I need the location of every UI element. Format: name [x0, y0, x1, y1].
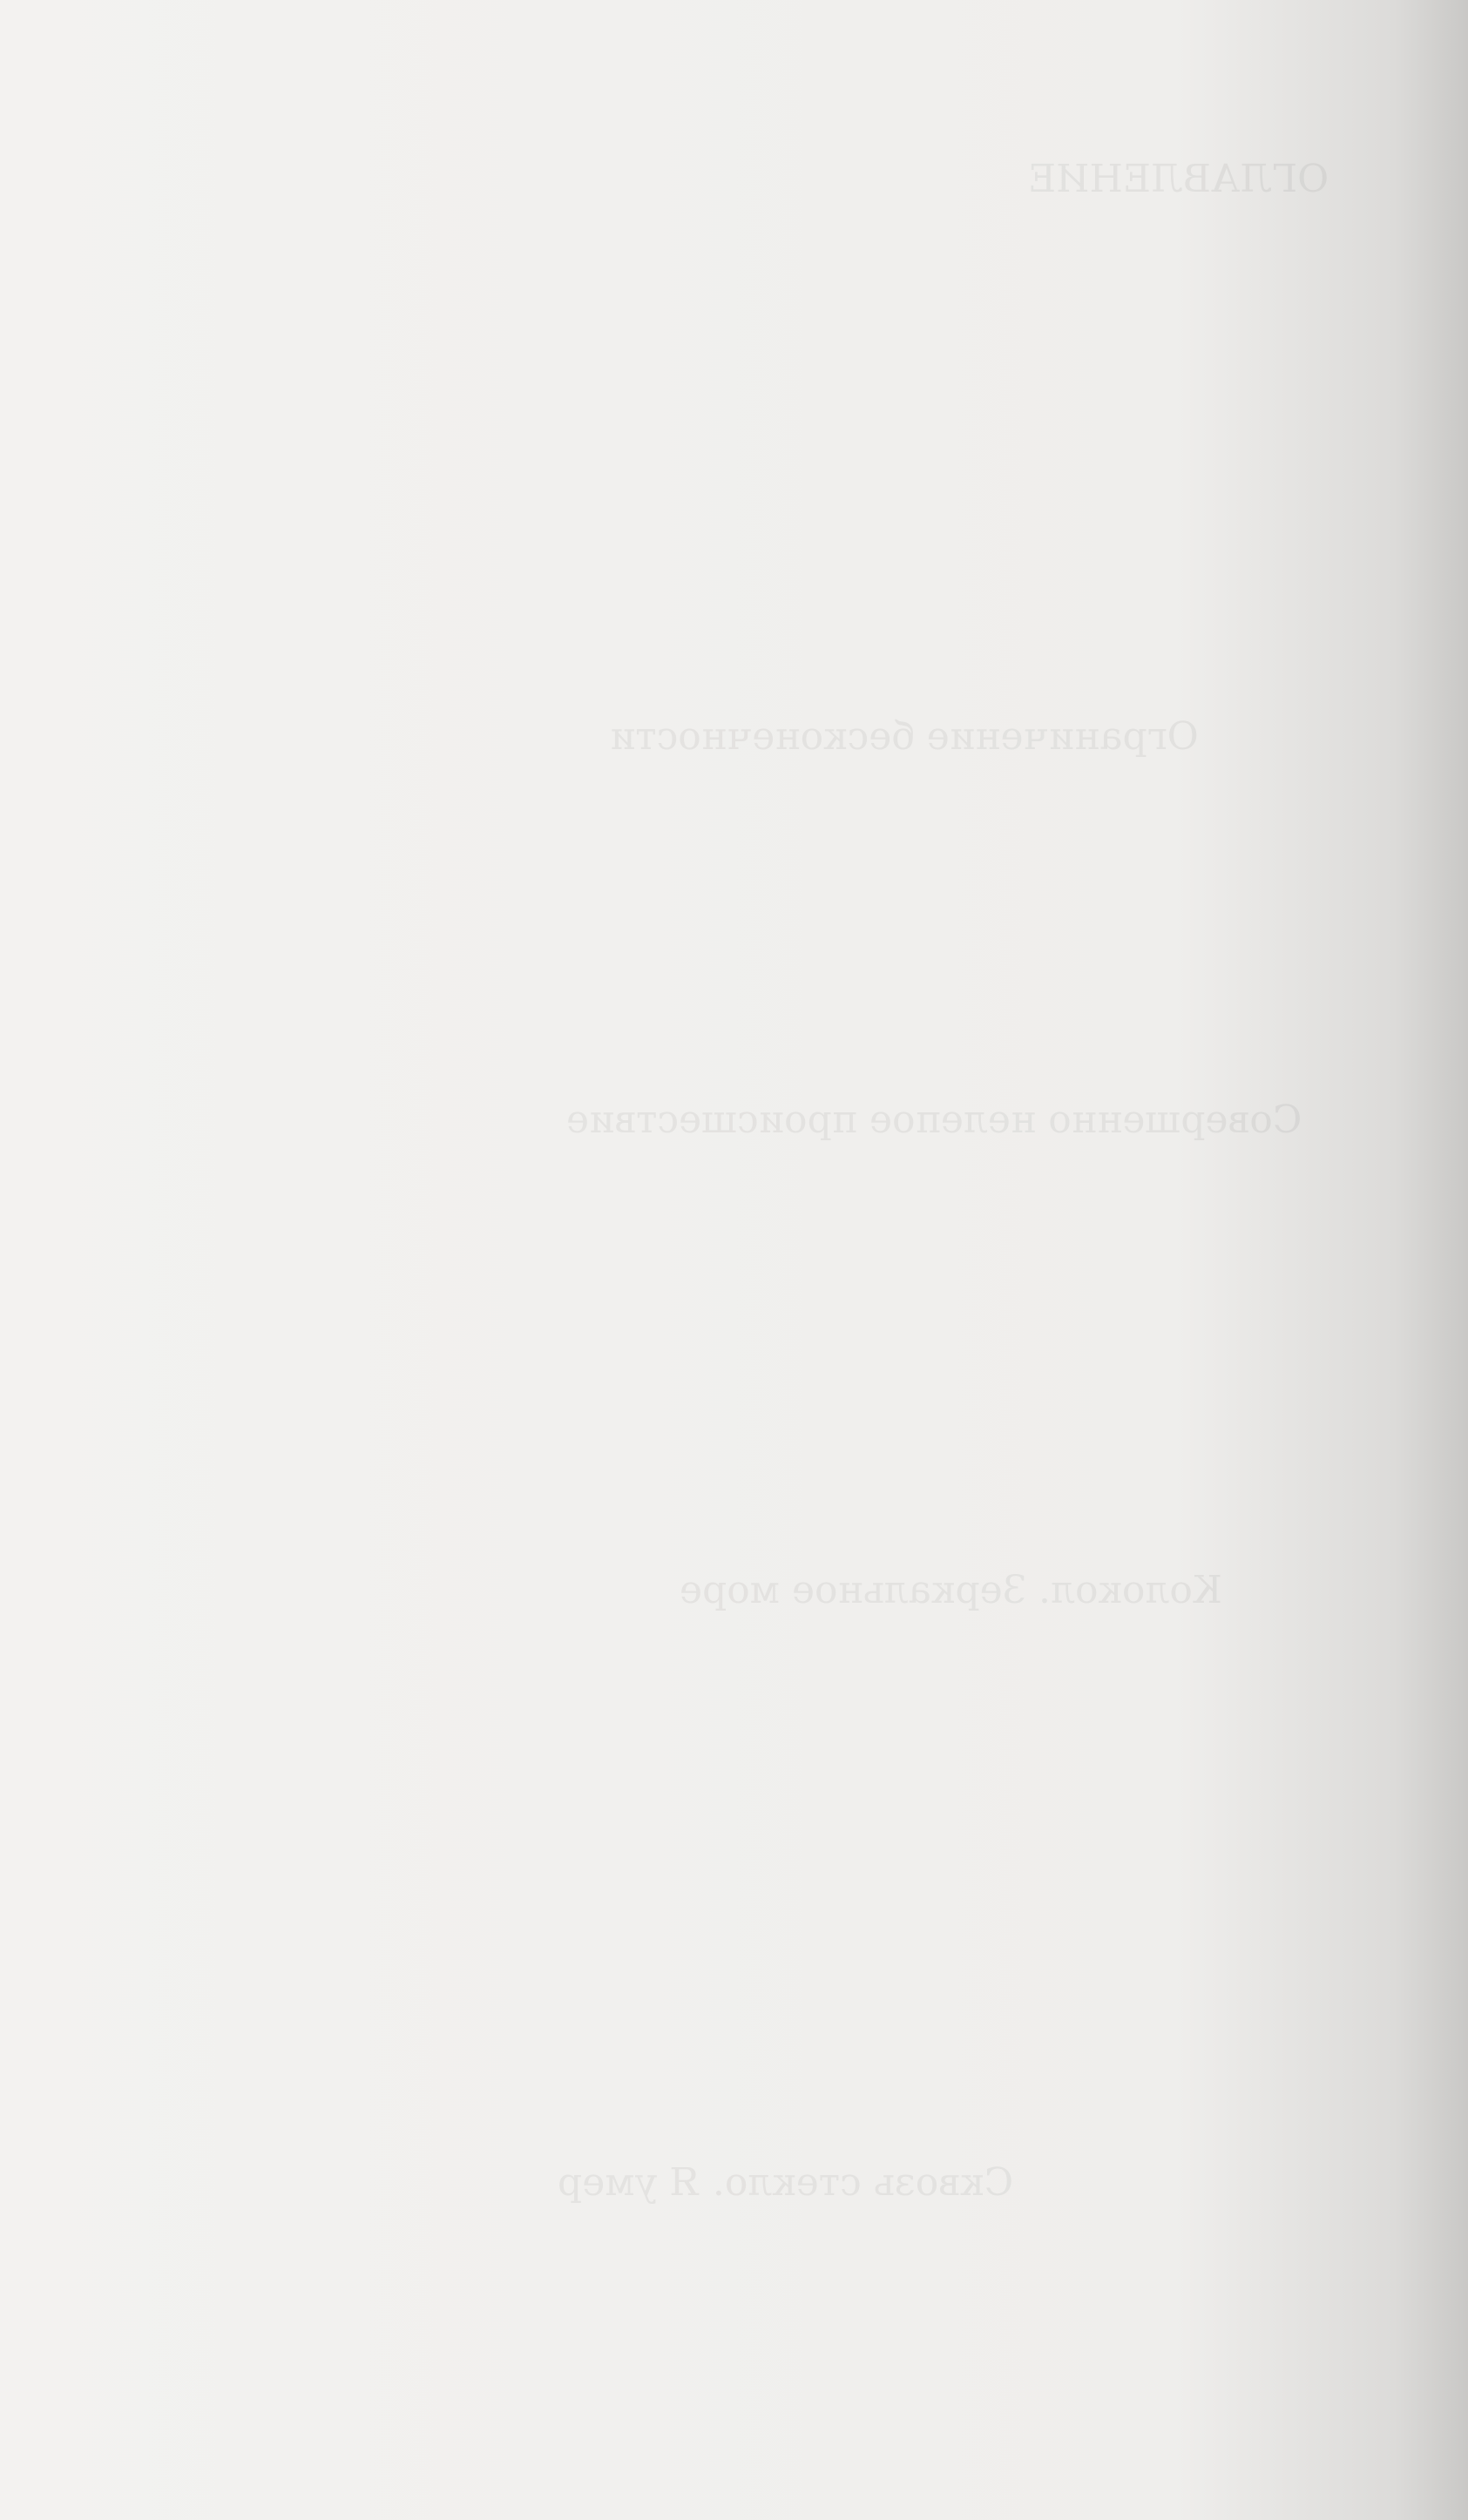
bleed-through-text: Совершенно нелепое происшествие — [566, 1098, 1302, 1142]
bleed-through-text: Сквозь стекло. Я умер — [558, 2160, 1014, 2205]
bleed-through-text: Ограничение бесконечности — [610, 714, 1199, 759]
table-of-contents — [122, 122, 1416, 146]
bleed-through-text: ОГЛАВЛЕНИЕ — [1028, 157, 1329, 201]
bleed-through-text: Колокол. Зеркальное море — [680, 1568, 1222, 1612]
